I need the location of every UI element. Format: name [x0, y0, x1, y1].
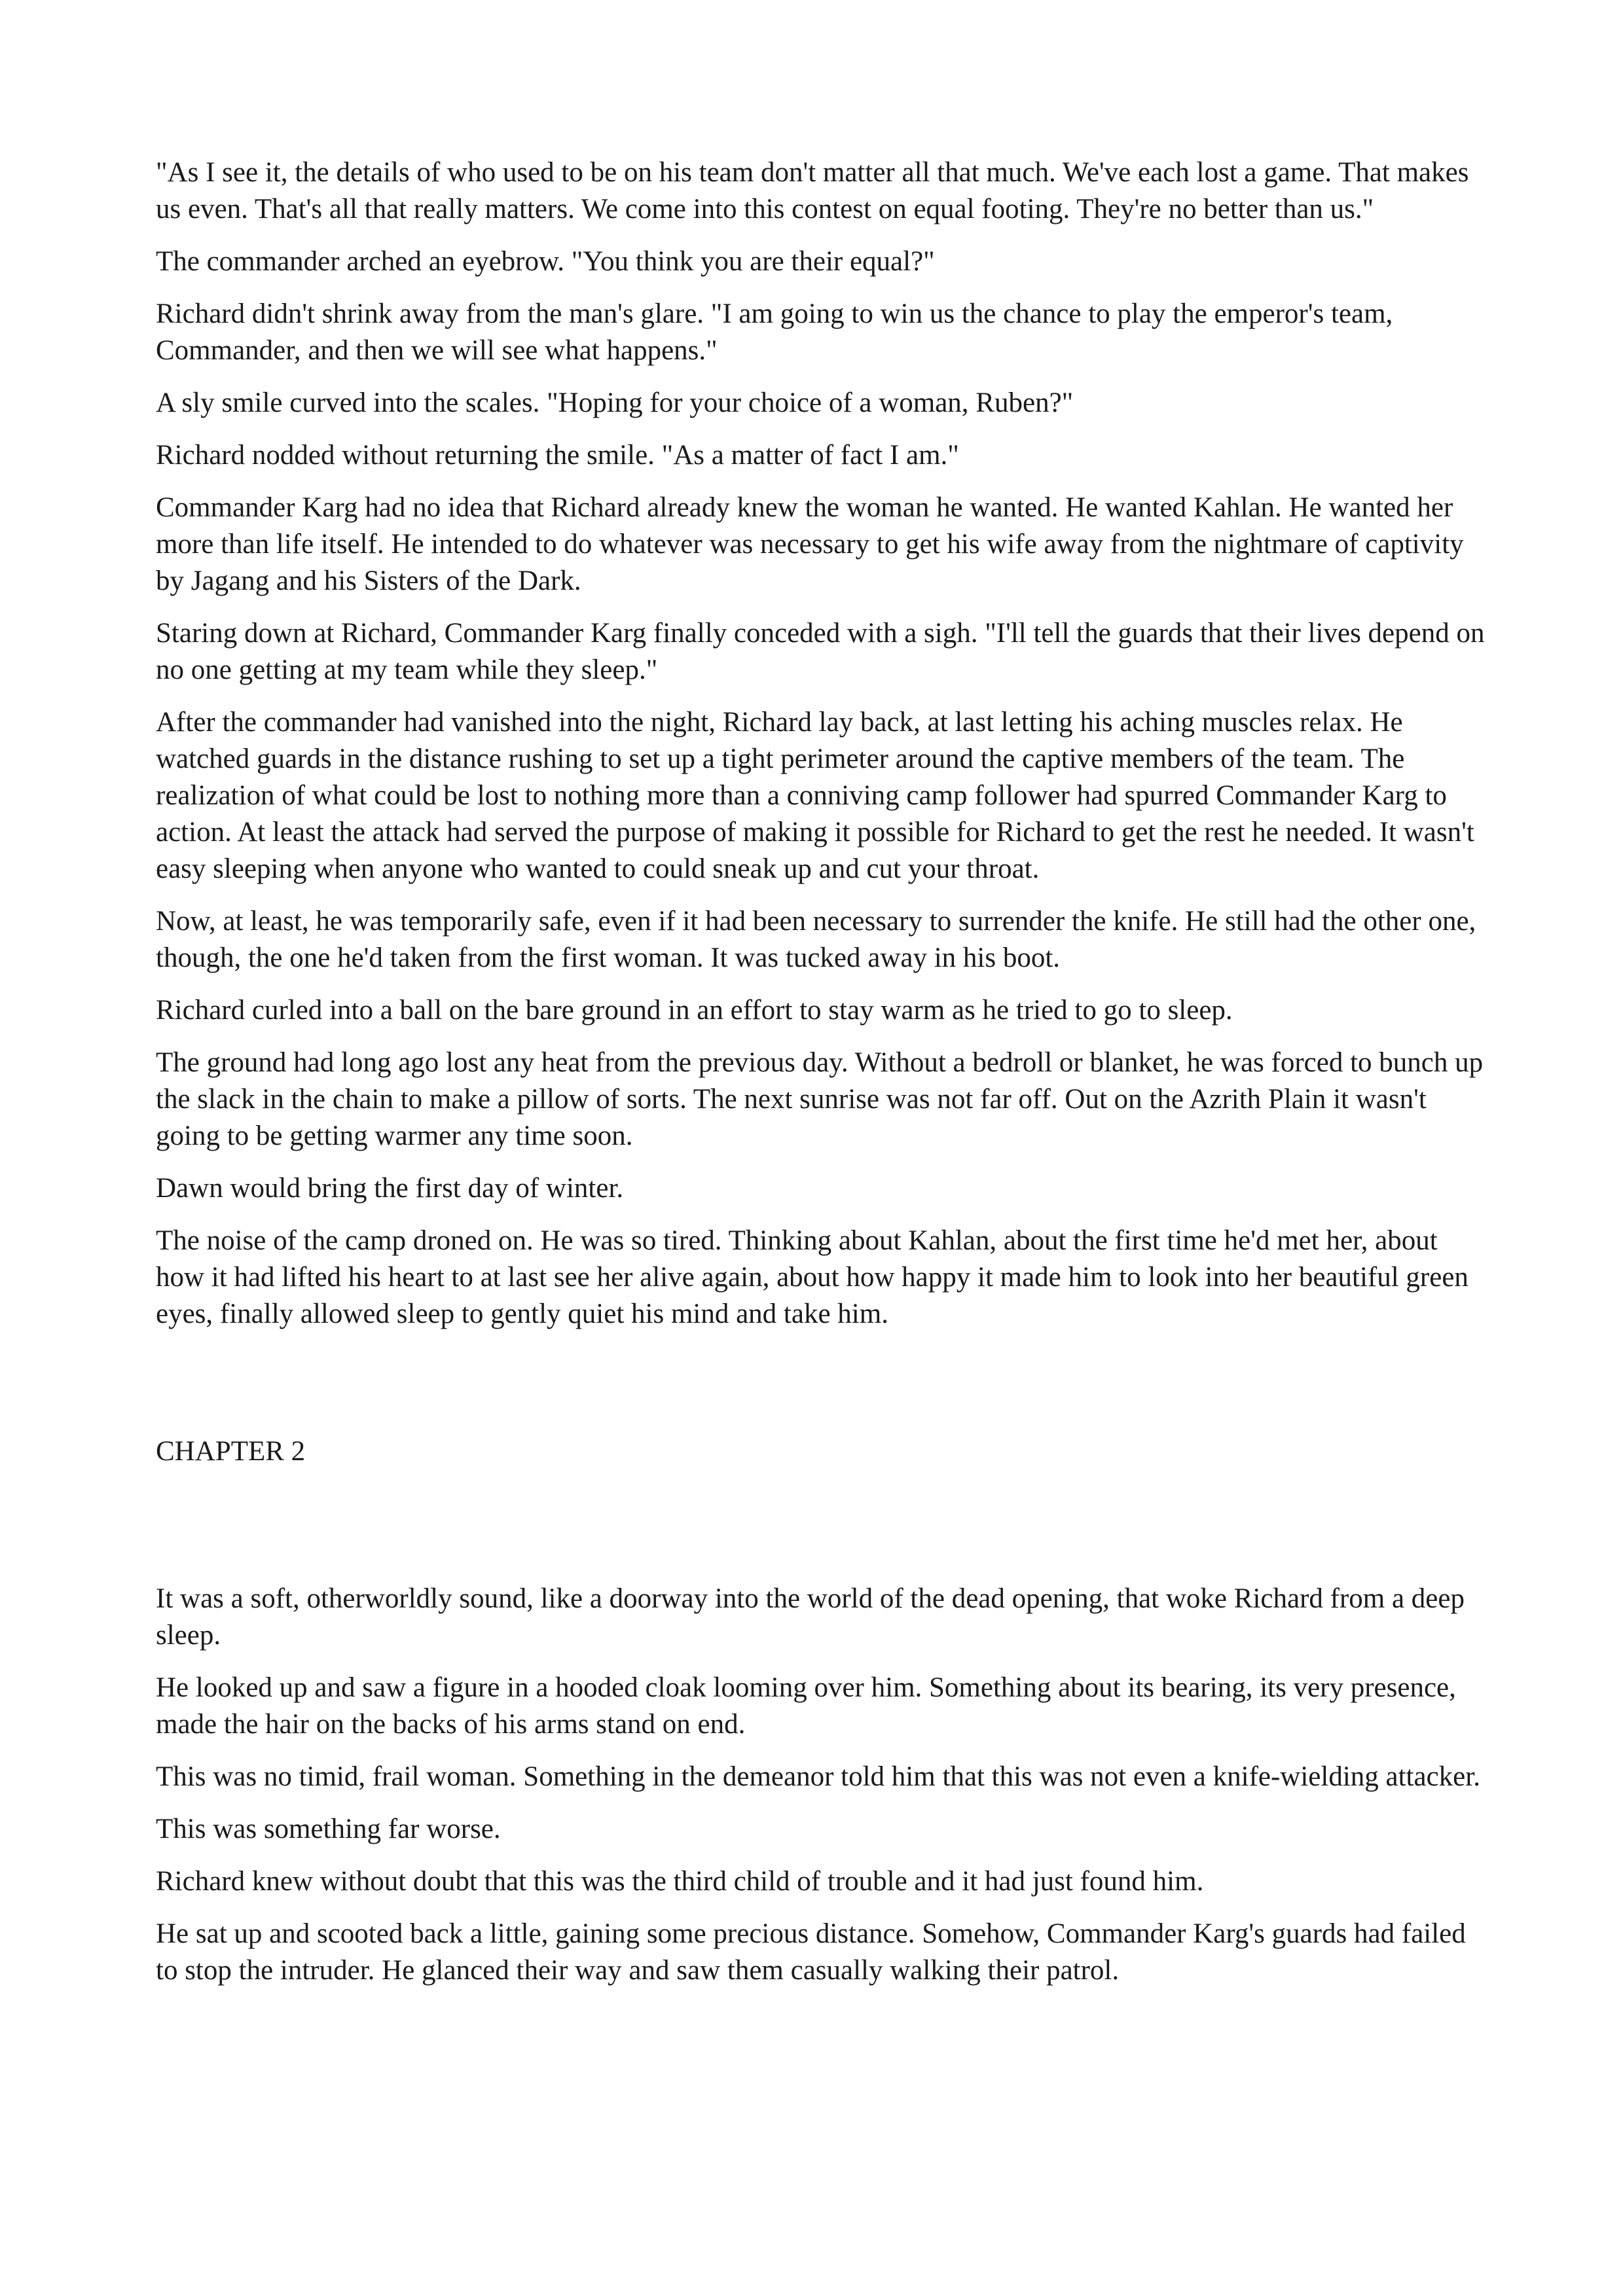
paragraph: Richard nodded without returning the smile. "As a matter of fact I am." — [156, 440, 959, 471]
paragraph: Richard didn't shrink away from the man's glare. "I am going to win us the chance to play the emperor's team, Commander, and then we will see what happens." — [156, 298, 1393, 366]
paragraph: It was a soft, otherworldly sound, like a doorway into the world of the dead opening, that woke Richard from a deep sleep. — [156, 1583, 1465, 1651]
paragraph: He looked up and saw a figure in a hooded cloak looming over him. Something about its bearing, its very presence, made the hair on the backs of his arms stand on end. — [156, 1672, 1456, 1740]
paragraph: The noise of the camp droned on. He was so tired. Thinking about Kahlan, about the first time he'd met her, about how it had lifted his heart to at last see her alive again, about how happy it made him to look into her beautiful green eyes, finally allowed sleep to gently quiet his mind and take him. — [156, 1225, 1468, 1329]
paragraph: Staring down at Richard, Commander Karg finally conceded with a sigh. "I'll tell the guards that their lives depend on no one getting at my team while they sleep." — [156, 618, 1485, 685]
paragraph: A sly smile curved into the scales. "Hoping for your choice of a woman, Ruben?" — [156, 387, 1074, 418]
paragraph: He sat up and scooted back a little, gaining some precious distance. Somehow, Commander Karg's guards had failed to stop the intruder. He glanced their way and saw them casually walking their patrol. — [156, 1918, 1466, 1986]
paragraph: After the commander had vanished into the night, Richard lay back, at last letting his aching muscles relax. He watched guards in the distance rushing to set up a tight perimeter around the captive members of the team. The realization of what could be lost to nothing more than a conniving camp follower had spurred Commander Karg to action. At least the attack had served the purpose of making it possible for Richard to get the rest he needed. It wasn't easy sleeping when anyone who wanted to could sneak up and cut your throat. — [156, 707, 1474, 884]
paragraph: Richard knew without doubt that this was the third child of trouble and it had just found him. — [156, 1866, 1204, 1897]
paragraph: The commander arched an eyebrow. "You think you are their equal?" — [156, 246, 935, 277]
paragraph: This was something far worse. — [156, 1814, 501, 1844]
chapter-heading: CHAPTER 2 — [156, 1436, 306, 1467]
paragraph: Dawn would bring the first day of winter. — [156, 1173, 624, 1204]
paragraph: The ground had long ago lost any heat from the previous day. Without a bedroll or blanket, he was forced to bunch up the slack in the chain to make a pillow of sorts. The next sunrise was not far off. Out on the Azrith Plain it wasn't going to be getting warmer any time soon. — [156, 1047, 1484, 1151]
document-page — [156, 154, 1485, 2005]
paragraph: Commander Karg had no idea that Richard already knew the woman he wanted. He wanted Kahlan. He wanted her more than life itself. He intended to do whatever was necessary to get his wife away from the nightmare of captivity by Jagang and his Sisters of the Dark. — [156, 492, 1464, 596]
paragraph: This was no timid, frail woman. Something in the demeanor told him that this was not even a knife-wielding attacker. — [156, 1761, 1480, 1792]
paragraph: "As I see it, the details of who used to be on his team don't matter all that much. We've each lost a game. That makes us even. That's all that really matters. We come into this contest on equal footing. They're no better than us." — [156, 157, 1469, 224]
paragraph: Now, at least, he was temporarily safe, even if it had been necessary to surrender the knife. He still had the other one, though, the one he'd taken from the first woman. It was tucked away in his boot. — [156, 906, 1476, 973]
paragraph: Richard curled into a ball on the bare ground in an effort to stay warm as he tried to go to sleep. — [156, 995, 1233, 1026]
